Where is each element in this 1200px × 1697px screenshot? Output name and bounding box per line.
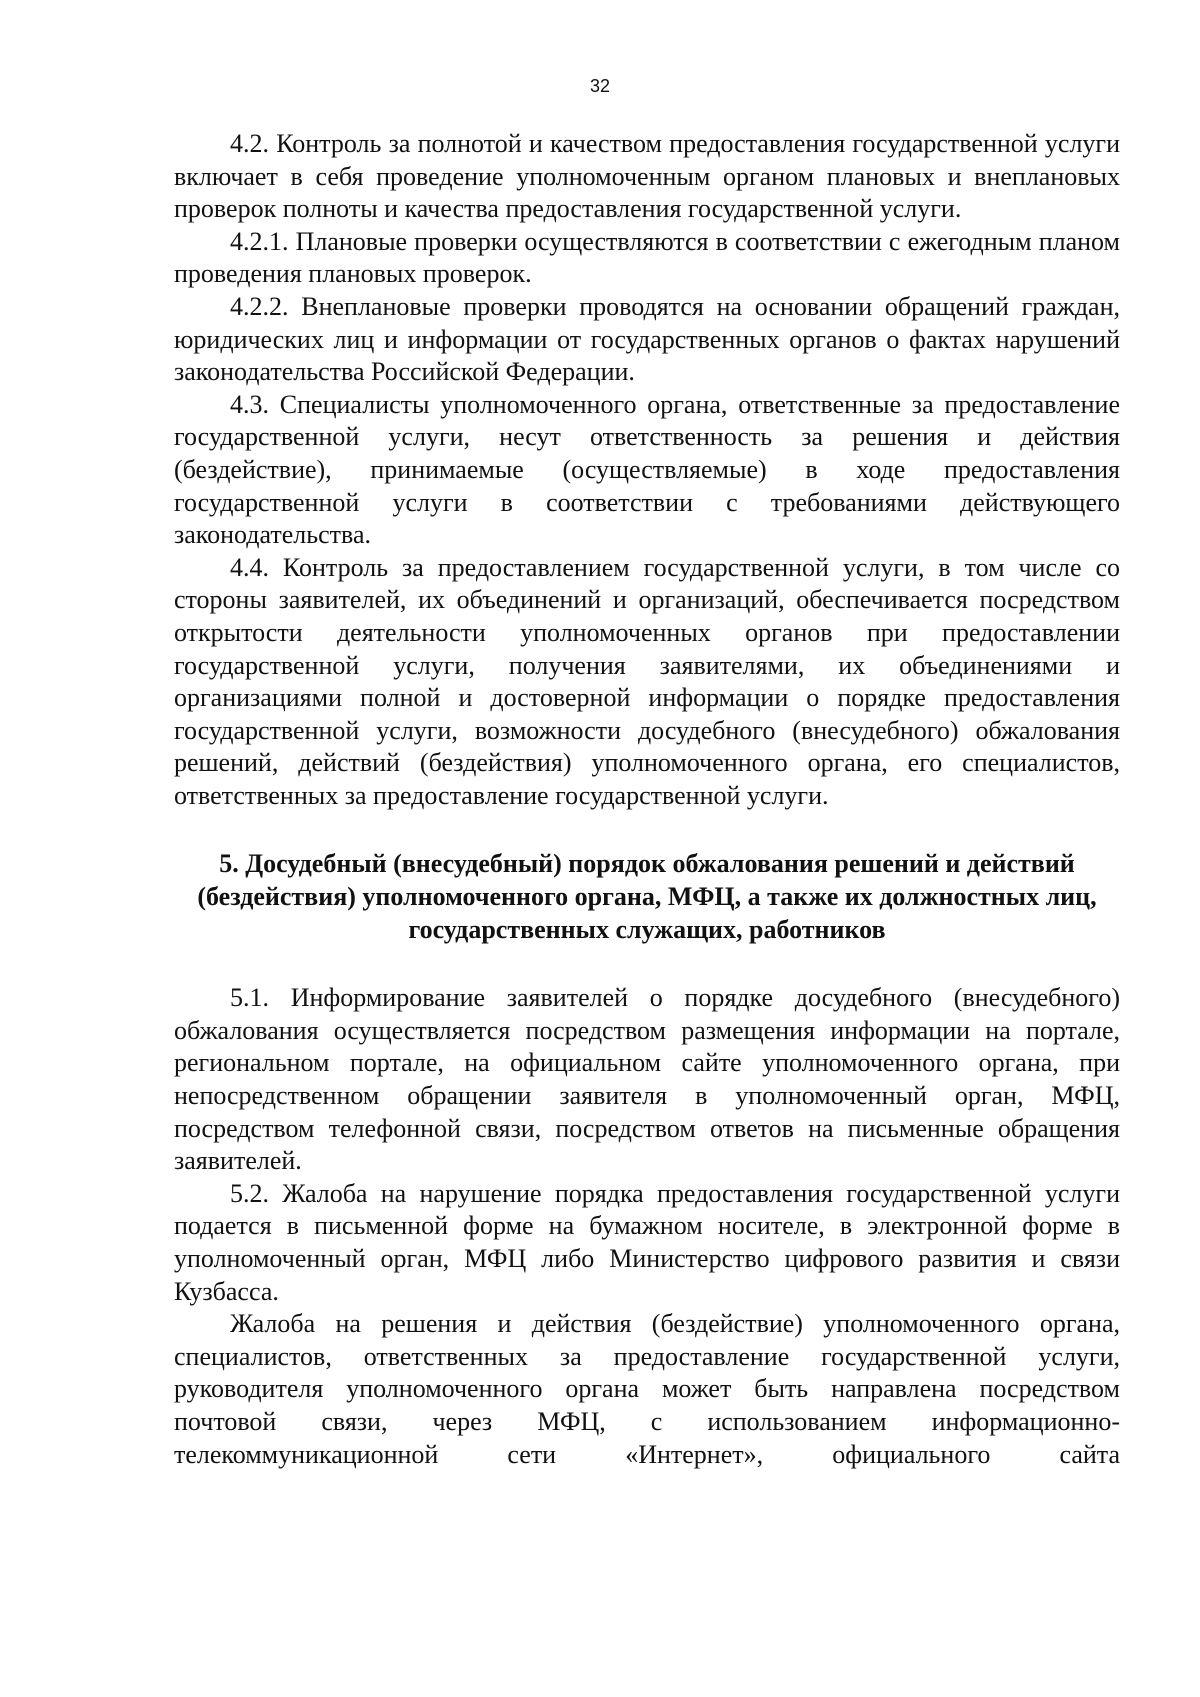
paragraph-4-4: 4.4. Контроль за предоставлением государственной услуги, в том числе со стороны заявителей, их объединений и организаций, обеспечивается посредством открытости деятельности уполномоченных органов при предоставлении государственной услуги, получения заявителями, их объединениями и организациями полной и достоверной информации о порядке предоставления государственной услуги, возможности досудебного (внесудебного) обжалования решений, действий (бездействия) уполномоченного органа, его специалистов, ответственных за предоставление государственной услуги.	[174, 552, 1120, 810]
page-number: 32	[589, 76, 611, 96]
paragraph-5-2: 5.2. Жалоба на нарушение порядка предоставления государственной услуги подается в письменной форме на бумажном носителе, в электронной форме в уполномоченный орган, МФЦ либо Министерство цифрового развития и связи Кузбасса.	[174, 1178, 1120, 1306]
paragraph-4-2-1: 4.2.1. Плановые проверки осуществляются в соответствии с ежегодным планом проведения плановых проверок.	[174, 226, 1120, 289]
paragraph-5-1: 5.1. Информирование заявителей о порядке досудебного (внесудебного) обжалования осуществляется посредством размещения информации на портале, региональном портале, на официальном сайте уполномоченного органа, при непосредственном обращении заявителя в уполномоченный орган, МФЦ, посредством телефонной связи, посредством ответов на письменные обращения заявителей.	[174, 983, 1120, 1176]
paragraph-complaint-channels: Жалоба на решения и действия (бездействие) уполномоченного органа, специалистов, ответственных за предоставление государственной услуги, руководителя уполномоченного органа может быть направлена посредством почтовой связи, через МФЦ, с использованием информационно-телекоммуникационной сети «Интернет», официального сайта	[174, 1309, 1120, 1469]
paragraph-4-3: 4.3. Специалисты уполномоченного органа, ответственные за предоставление государственной услуги, несут ответственность за решения и действия (бездействие), принимаемые (осуществляемые) в ходе предоставления государственной услуги в соответствии с требованиями действующего законодательства.	[174, 389, 1120, 550]
paragraph-4-2: 4.2. Контроль за полнотой и качеством предоставления государственной услуги включает в себя проведение уполномоченным органом плановых и внеплановых проверок полноты и качества предоставления государственной услуги.	[174, 129, 1120, 224]
paragraph-4-2-2: 4.2.2. Внеплановые проверки проводятся на основании обращений граждан, юридических лиц и информации от государственных органов о фактах нарушений законодательства Российской Федерации.	[174, 291, 1120, 387]
section-5-heading: 5. Досудебный (внесудебный) порядок обжалования решений и действий (бездействия) уполномоченного органа, МФЦ, а также их должностных лиц, государственных служащих, работников	[197, 849, 1097, 944]
document-body	[174, 128, 1120, 1471]
